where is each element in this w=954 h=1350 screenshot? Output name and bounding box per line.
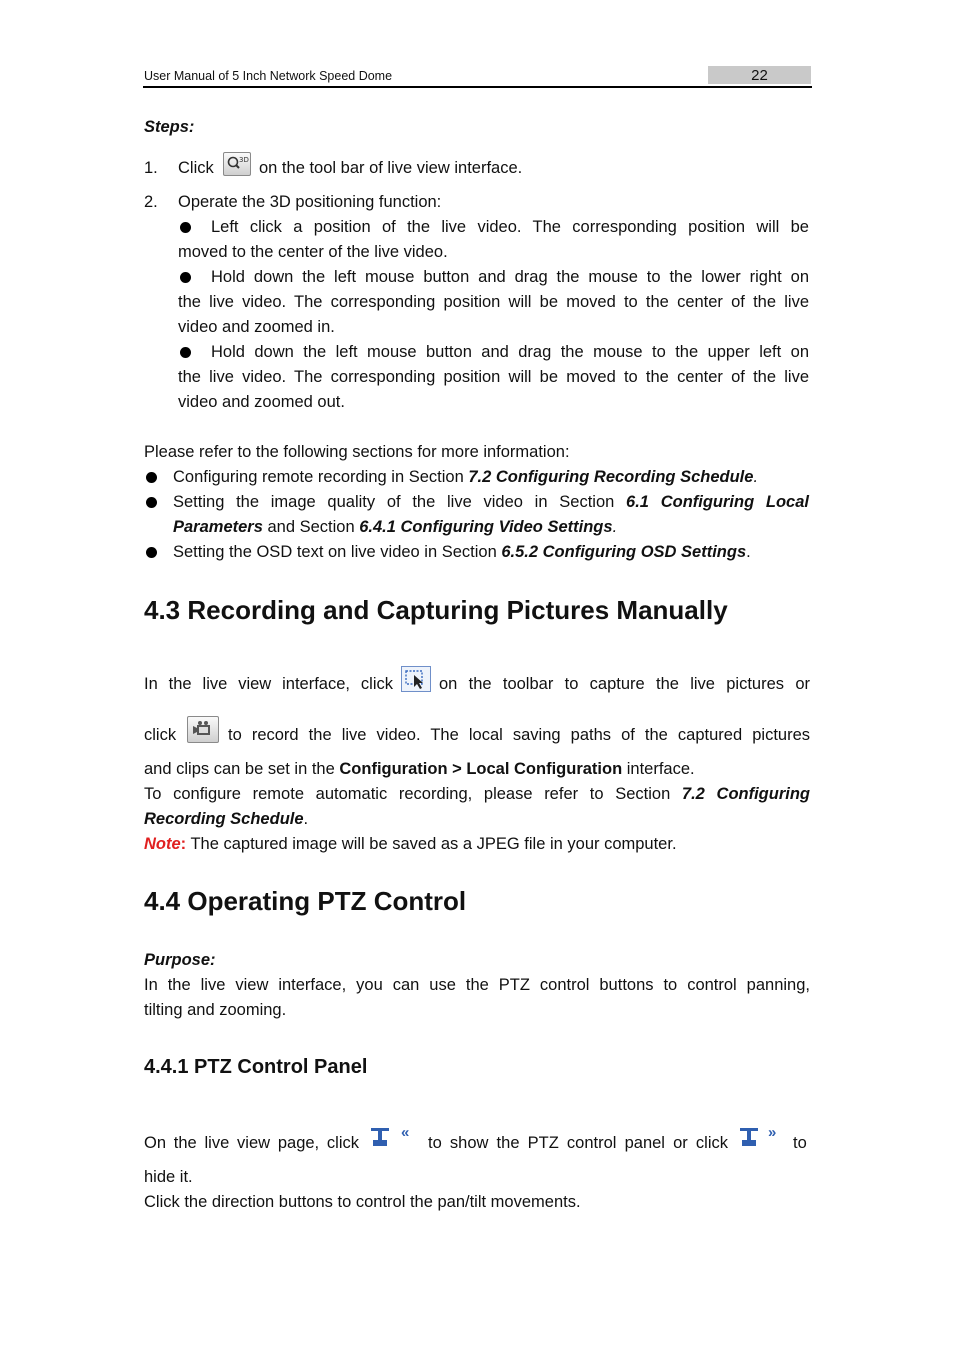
refer-item-2-line-2 — [173, 515, 810, 540]
refer-item-3 — [173, 540, 810, 565]
running-header: User Manual of 5 Inch Network Speed Dome — [144, 69, 393, 83]
step-1-number: 1. — [144, 159, 158, 177]
note-label: Note — [144, 835, 181, 853]
step-2-bullet-1-line-2: moved to the center of the live video. — [178, 243, 448, 261]
step-2-bullet-2-line-1: Hold down the left mouse button and drag the mouse to the lower right on — [211, 268, 809, 286]
refer-intro: Please refer to the following sections for more information: — [144, 443, 570, 461]
refer-link-6-1-cont[interactable]: Parameters — [173, 518, 263, 536]
line-3-pre: and clips can be set in the — [144, 760, 340, 778]
ptz-line-2: hide it. — [144, 1168, 193, 1186]
bullet-dot — [146, 547, 157, 558]
step-2-number: 2. — [144, 193, 158, 211]
step-2-bullet-3-line-1: Hold down the left mouse button and drag the mouse to the upper left on — [211, 343, 809, 361]
period: . — [303, 810, 309, 828]
3d-positioning-icon[interactable] — [223, 152, 251, 176]
refer-item-2-text: Setting the image quality of the live video in Section — [173, 493, 627, 511]
refer-item-3-text: Setting the OSD text on live video in Section — [173, 543, 502, 561]
line-1-pre: In the live view interface, click — [144, 675, 393, 693]
refer-item-1 — [173, 465, 810, 490]
line-2-post: to record the live video. The local saving paths of the captured pictures — [228, 726, 810, 744]
refer-link-6-4-1[interactable]: 6.4.1 Configuring Video Settings — [359, 518, 613, 536]
note-colon: : — [180, 835, 187, 853]
section-4-3-line-5 — [144, 807, 810, 832]
section-4-4-heading: 4.4 Operating PTZ Control — [144, 886, 467, 916]
ptz-line-1-post: to — [793, 1134, 807, 1152]
bullet-dot — [180, 272, 191, 283]
refer-link-6-1[interactable]: 6.1 Configuring Local — [626, 493, 809, 511]
refer-link-7-2-cont[interactable]: Recording Schedule — [144, 810, 304, 828]
ptz-line-3: Click the direction buttons to control the pan/tilt movements. — [144, 1193, 581, 1211]
bullet-dot — [180, 222, 191, 233]
note-text: The captured image will be saved as a JPEG file in your computer. — [186, 835, 677, 853]
purpose-line-2: tilting and zooming. — [144, 1001, 287, 1019]
bullet-dot — [146, 472, 157, 483]
steps-heading: Steps: — [144, 118, 195, 136]
step-2-bullet-2-line-3: video and zoomed in. — [178, 318, 335, 336]
note-line — [144, 832, 810, 857]
period: . — [612, 518, 618, 536]
refer-link-6-5-2[interactable]: 6.5.2 Configuring OSD Settings — [501, 543, 747, 561]
step-2-bullet-3-line-3: video and zoomed out. — [178, 393, 345, 411]
double-chevron-right-icon: » — [768, 1124, 777, 1141]
ptz-hide-icon[interactable] — [738, 1125, 786, 1151]
step-2-bullet-3-line-2: the live video. The corresponding position will be moved to the center of the live — [178, 368, 809, 386]
line-2-pre: click — [144, 726, 177, 744]
header-rule — [143, 86, 812, 88]
step-2-bullet-1-line-1: Left click a position of the live video. The corresponding position will be — [211, 218, 809, 236]
line-1-post: on the toolbar to capture the live pictures or — [439, 675, 810, 693]
step-1-pre: Click — [178, 159, 214, 177]
purpose-label: Purpose: — [144, 951, 216, 969]
ptz-line-1-mid: to show the PTZ control panel or click — [428, 1134, 728, 1152]
step-1-post: on the tool bar of live view interface. — [259, 159, 523, 177]
step-2-text: Operate the 3D positioning function: — [178, 193, 442, 211]
ptz-line-1-pre: On the live view page, click — [144, 1134, 359, 1152]
local-configuration-path: Configuration > Local Configuration — [339, 760, 623, 778]
record-video-icon[interactable] — [187, 716, 219, 743]
refer-item-1-text: Configuring remote recording in Section — [173, 468, 469, 486]
page-number: 22 — [751, 67, 768, 84]
bullet-dot — [180, 347, 191, 358]
refer-item-2-mid: and Section — [262, 518, 360, 536]
section-4-3-heading: 4.3 Recording and Capturing Pictures Manually — [144, 595, 728, 625]
period: . — [753, 468, 759, 486]
line-4-text: To configure remote automatic recording, please refer to Section — [144, 785, 682, 803]
svg-text:3D: 3D — [239, 156, 249, 164]
step-2 — [144, 190, 810, 215]
double-chevron-left-icon: « — [401, 1124, 410, 1141]
line-3-post: interface. — [622, 760, 695, 778]
ptz-show-icon[interactable] — [369, 1125, 421, 1151]
capture-picture-icon[interactable] — [401, 666, 431, 692]
section-4-3-line-4 — [144, 782, 810, 807]
refer-link-7-2[interactable]: 7.2 Configuring — [681, 785, 810, 803]
purpose-line-1: In the live view interface, you can use the PTZ control buttons to control panning, — [144, 976, 810, 994]
refer-item-2-line-1 — [173, 490, 809, 515]
refer-link-7-2[interactable]: 7.2 Configuring Recording Schedule — [468, 468, 754, 486]
section-4-4-1-heading: 4.4.1 PTZ Control Panel — [144, 1056, 368, 1078]
period: . — [746, 543, 751, 561]
section-4-3-line-3 — [144, 757, 810, 782]
step-2-bullet-2-line-2: the live video. The corresponding position will be moved to the center of the live — [178, 293, 809, 311]
bullet-dot — [146, 497, 157, 508]
